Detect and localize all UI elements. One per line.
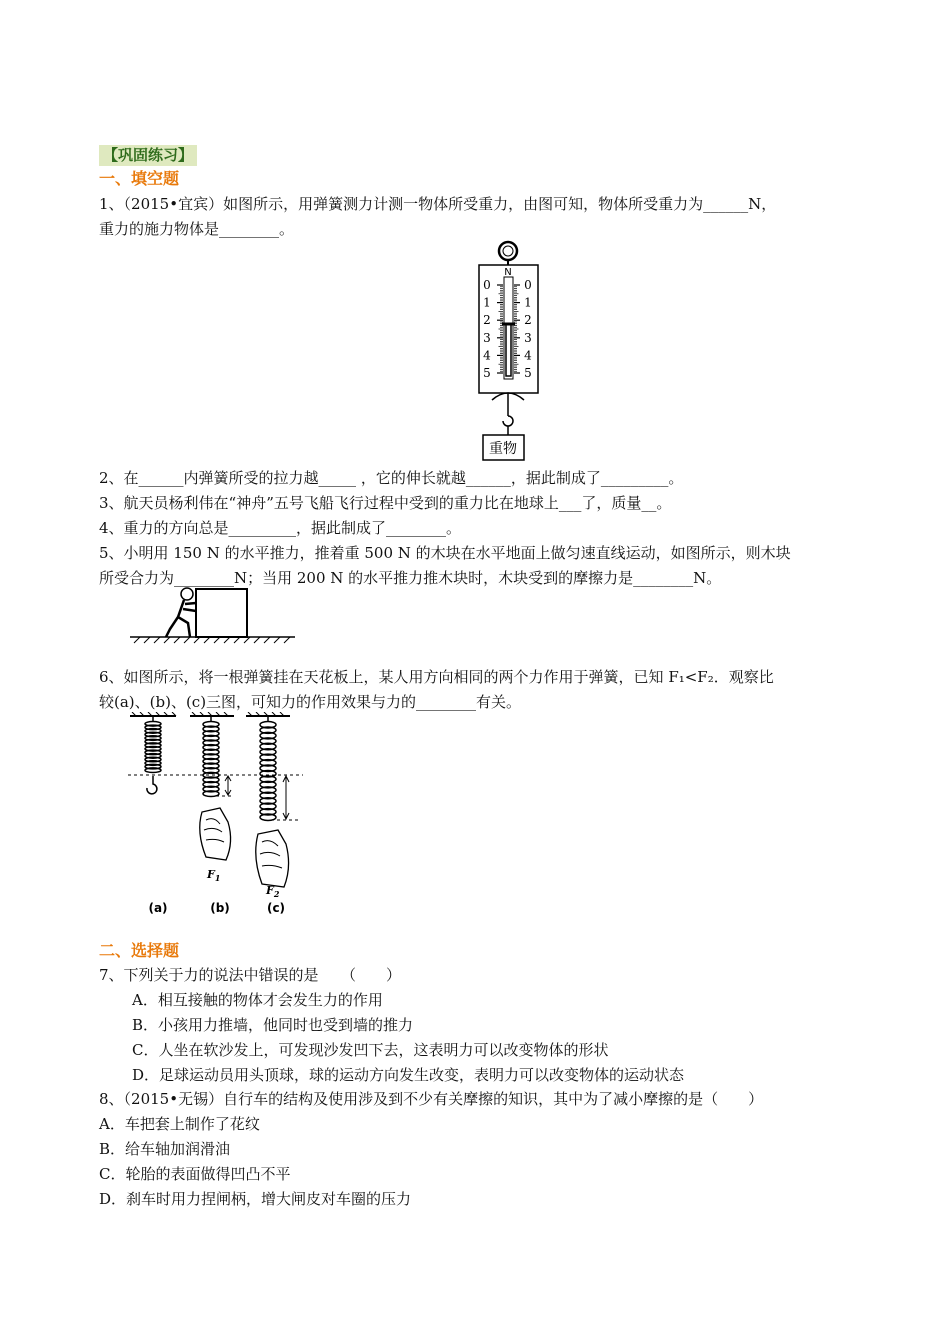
section-badge: 【巩固练习】 xyxy=(99,145,197,166)
scale-numeral-right: 5 xyxy=(524,366,532,380)
q8-stem: 8、（2015•无锡）自行车的结构及使用涉及到不少有关摩擦的知识，其中为了减小摩擦的是（ ） xyxy=(99,1090,764,1108)
q7-option-c: C．人坐在软沙发上，可发现沙发凹下去，这表明力可以改变物体的形状 xyxy=(132,1041,609,1059)
force-label-f2: $F_2$ xyxy=(266,884,280,899)
scale-unit: N xyxy=(504,267,512,278)
scale-numeral-right: 0 xyxy=(524,278,532,292)
q3-line: 3、航天员杨利伟在“神舟”五号飞船飞行过程中受到的重力比在地球上___了，质量__。 xyxy=(99,494,672,512)
q7-option-d: D．足球运动员用头顶球，球的运动方向发生改变，表明力可以改变物体的运动状态 xyxy=(132,1066,685,1084)
scale-numeral-right: 4 xyxy=(524,348,532,363)
q7-stem: 7、下列关于力的说法中错误的是 （ ） xyxy=(99,966,402,984)
q4-line: 4、重力的方向总是_________，据此制成了________。 xyxy=(99,519,462,537)
spring-scale-figure xyxy=(470,240,550,462)
scale-numeral-right: 3 xyxy=(524,330,532,345)
springs-figure xyxy=(128,712,308,920)
push-block-figure xyxy=(130,585,300,651)
q8-option-b: B．给车轴加润滑油 xyxy=(99,1140,231,1158)
scale-numeral-right: 2 xyxy=(524,313,532,328)
fill-section-heading: 一、填空题 xyxy=(99,169,180,188)
q6-line2: 较(a)、(b)、(c)三图，可知力的作用效果与力的________有关。 xyxy=(99,693,522,711)
q7-option-b: B．小孩用力推墙，他同时也受到墙的推力 xyxy=(132,1016,414,1034)
scale-numeral-left: 0 xyxy=(483,278,491,292)
scale-numeral-right: 1 xyxy=(524,295,532,310)
scale-numeral-left: 4 xyxy=(483,348,491,363)
q1-line2: 重力的施力物体是________。 xyxy=(99,220,295,238)
weight-label: 重物 xyxy=(489,441,517,457)
spring-coil xyxy=(145,768,161,773)
q8-option-d: D．刹车时用力捏闸柄，增大闸皮对车圈的压力 xyxy=(99,1190,412,1208)
q5-line2: 所受合力为________N；当用 200 N 的水平推力推木块时，木块受到的摩擦力是________N。 xyxy=(99,569,722,587)
scale-numeral-left: 5 xyxy=(483,366,491,380)
q6-line1: 6、如图所示，将一根弹簧挂在天花板上，某人用方向相同的两个力作用于弹簧，已知 F₁<F₂．观察比 xyxy=(99,668,774,686)
q8-option-a: A．车把套上制作了花纹 xyxy=(99,1115,260,1133)
q1-line1: 1、（2015•宜宾）如图所示，用弹簧测力计测一物体所受重力，由图可知，物体所受重力为______N， xyxy=(99,195,777,213)
label-c: (c) xyxy=(266,901,286,915)
scale-numeral-left: 3 xyxy=(483,330,491,345)
q7-option-a: A．相互接触的物体才会发生力的作用 xyxy=(132,991,383,1009)
q5-line1: 5、小明用 150 N 的水平推力，推着重 500 N 的木块在水平地面上做匀速直线运动，如图所示，则木块 xyxy=(99,544,791,562)
force-label-f1: $F_1$ xyxy=(207,868,221,883)
q8-option-c: C．轮胎的表面做得凹凸不平 xyxy=(99,1165,291,1183)
scale-numeral-left: 1 xyxy=(483,295,491,310)
choice-section-heading: 二、选择题 xyxy=(99,941,180,960)
label-b: (b) xyxy=(210,901,230,915)
label-a: (a) xyxy=(148,901,168,915)
q2-line: 2、在______内弹簧所受的拉力越_____ ，它的伸长就越______，据此制成了_________。 xyxy=(99,469,684,487)
scale-numeral-left: 2 xyxy=(483,313,491,328)
